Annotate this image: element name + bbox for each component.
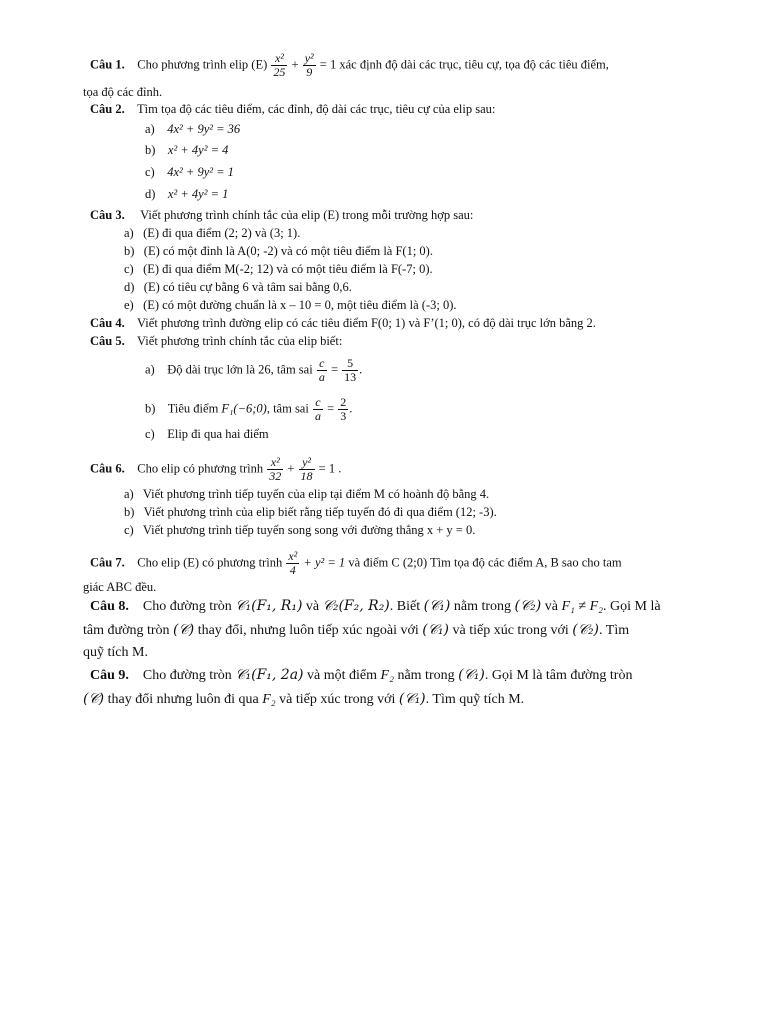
list-item	[124, 243, 433, 259]
punctuation: .	[349, 401, 353, 416]
list-item	[145, 426, 269, 442]
question-7	[90, 550, 622, 577]
question-text: thay đổi, nhưng luôn tiếp xúc ngoài với	[197, 623, 419, 638]
operator: +	[287, 461, 295, 476]
item-text: Viết phương trình của elip biết rằng tiếp tuyến đó đi qua điểm (12; -3).	[143, 505, 497, 519]
question-label: Câu 4.	[90, 316, 125, 330]
question-3	[90, 207, 473, 223]
operator: +	[291, 57, 299, 72]
question-text: và một điểm	[307, 668, 378, 683]
question-text: và điểm C (2;0) Tìm tọa độ các điểm A, B sao cho tam	[348, 555, 622, 570]
operator: =	[327, 401, 335, 416]
question-text: quỹ tích M.	[83, 645, 148, 660]
list-item	[124, 225, 300, 241]
question-label: Câu 9.	[90, 668, 129, 683]
fraction	[317, 357, 327, 384]
question-5	[90, 333, 342, 349]
circle-notation: (𝒞)	[83, 691, 105, 707]
question-text: thay đổi nhưng luôn đi qua	[107, 692, 259, 707]
question-label: Câu 3.	[90, 208, 125, 222]
numerator: x²	[271, 52, 287, 66]
question-8	[90, 598, 661, 615]
question-9-line-2	[83, 691, 524, 708]
numerator: y²	[299, 456, 315, 470]
item-marker: a)	[124, 226, 134, 240]
equation: 4x² + 9y² = 1	[167, 165, 234, 179]
numerator: c	[317, 357, 327, 371]
question-text: và tiếp xúc trong với	[452, 623, 569, 638]
item-text: (E) đi qua điểm (2; 2) và (3; 1).	[143, 226, 301, 240]
list-item	[145, 121, 240, 137]
item-text: Viết phương trình tiếp tuyến của elip tại điểm M có hoành độ bằng 4.	[142, 487, 490, 501]
circle-notation: 𝒞₁(F₁, R₁)	[235, 598, 303, 614]
item-text: (E) có một đường chuẩn là x – 10 = 0, một tiêu điểm là (-3; 0).	[143, 298, 457, 312]
question-text: Cho elip (E) có phương trình	[137, 555, 283, 570]
question-text: Tìm tọa độ các tiêu điểm, các đỉnh, độ dài các trục, tiêu cự của elip sau:	[137, 102, 496, 116]
fraction	[338, 396, 348, 423]
fraction	[342, 357, 358, 384]
question-text: Viết phương trình đường elip có các tiêu điểm F(0; 1) và F’(1; 0), có độ dài trục lớn bằng 2.	[137, 316, 596, 330]
question-2	[90, 101, 495, 117]
item-marker: d)	[145, 187, 156, 201]
denominator: 4	[289, 563, 296, 577]
item-marker: d)	[124, 280, 135, 294]
item-marker: c)	[145, 427, 155, 441]
inequality: F₁ ≠ F₂	[561, 599, 604, 614]
question-text: Viết phương trình chính tắc của elip (E) trong mỗi trường hợp sau:	[140, 208, 474, 222]
numerator: x²	[288, 549, 298, 563]
denominator: 13	[344, 370, 357, 384]
question-1-continued	[83, 84, 162, 100]
question-label: Câu 8.	[90, 599, 129, 614]
punctuation: .	[359, 362, 363, 377]
question-8-line-3	[83, 645, 148, 661]
question-8-line-2	[83, 622, 629, 639]
list-item	[124, 486, 489, 502]
circle-notation: 𝒞₁(F₁, 2a)	[235, 667, 304, 683]
item-text: Tiêu điểm	[167, 401, 219, 416]
circle-notation: (𝒞₂)	[572, 622, 600, 638]
denominator: 18	[300, 469, 313, 483]
question-label: Câu 2.	[90, 102, 125, 116]
question-4	[90, 315, 596, 331]
question-text: nằm trong	[453, 599, 512, 614]
item-marker: b)	[124, 244, 135, 258]
point: F₂	[380, 668, 394, 683]
item-marker: b)	[145, 143, 156, 157]
list-item	[124, 504, 497, 520]
denominator: 3	[340, 409, 347, 423]
question-text: . Gọi M là	[603, 599, 661, 614]
equation: x² + 4y² = 1	[167, 187, 229, 201]
denominator: 25	[273, 65, 286, 79]
denominator: 9	[306, 65, 313, 79]
numerator: x²	[267, 456, 283, 470]
question-label: Câu 1.	[90, 57, 125, 72]
question-text: giác ABC đều.	[83, 580, 157, 594]
question-text: tâm đường tròn	[83, 623, 170, 638]
question-7-continued	[83, 579, 156, 595]
fraction	[313, 396, 323, 423]
equation-rhs: = 1	[319, 57, 337, 72]
circle-notation: (𝒞₁)	[422, 622, 450, 638]
question-label: Câu 5.	[90, 334, 125, 348]
point: F₁(−6;0)	[221, 401, 267, 416]
question-text: . Gọi M là tâm đường tròn	[484, 668, 633, 683]
item-text: Độ dài trục lớn là 26, tâm sai	[167, 362, 313, 377]
point: F₂	[262, 692, 276, 707]
question-text: nằm trong	[397, 668, 455, 683]
item-text: (E) có một đỉnh là A(0; -2) và có một tiêu điểm là F(1; 0).	[143, 244, 433, 258]
fraction	[299, 456, 315, 483]
list-item	[145, 142, 228, 158]
list-item	[145, 186, 228, 202]
circle-notation: 𝒞₂(F₂, R₂)	[322, 598, 390, 614]
numerator: c	[313, 396, 323, 410]
denominator: 32	[269, 469, 282, 483]
numerator: 5	[342, 357, 358, 371]
question-text: Viết phương trình chính tắc của elip biết:	[137, 334, 343, 348]
question-text: . Tìm	[599, 623, 630, 638]
circle-notation: (𝒞₁)	[423, 598, 451, 614]
item-marker: c)	[124, 523, 134, 537]
item-marker: c)	[124, 262, 134, 276]
numerator: 2	[340, 395, 347, 409]
item-text: , tâm sai	[266, 401, 309, 416]
numerator: y²	[304, 51, 314, 65]
item-text: Elip đi qua hai điểm	[167, 427, 269, 441]
item-text: Viết phương trình tiếp tuyến song song với đường thẳng x + y = 0.	[142, 523, 476, 537]
equation-rhs: + y² = 1	[303, 555, 346, 570]
list-item	[145, 396, 352, 423]
item-marker: a)	[145, 122, 155, 136]
list-item	[145, 357, 362, 384]
equation: 4x² + 9y² = 36	[167, 122, 241, 136]
question-label: Câu 7.	[90, 555, 125, 570]
fraction	[271, 52, 287, 79]
question-text: Cho phương trình elip (E)	[137, 57, 268, 72]
circle-notation: (𝒞₁)	[398, 691, 426, 707]
question-text: và	[305, 599, 320, 614]
question-9	[90, 667, 632, 684]
item-text: (E) đi qua điểm M(-2; 12) và có một tiêu điểm là F(-7; 0).	[143, 262, 433, 276]
list-item	[124, 261, 433, 277]
list-item	[124, 522, 475, 538]
question-text: và	[544, 599, 558, 614]
denominator: a	[318, 370, 325, 384]
item-text: (E) có tiêu cự bằng 6 và tâm sai bằng 0,6.	[143, 280, 352, 294]
item-marker: c)	[145, 165, 155, 179]
equation-rhs: = 1 .	[318, 461, 342, 476]
denominator: a	[314, 409, 321, 423]
equation: x² + 4y² = 4	[167, 143, 229, 157]
item-marker: e)	[124, 298, 134, 312]
question-label: Câu 6.	[90, 461, 125, 476]
question-text: Cho đường tròn	[142, 668, 232, 683]
item-marker: b)	[145, 401, 156, 416]
fraction	[303, 52, 316, 79]
fraction	[267, 456, 283, 483]
question-text: Cho đường tròn	[142, 599, 232, 614]
circle-notation: (𝒞₁)	[458, 667, 485, 683]
circle-notation: (𝒞₂)	[514, 598, 542, 614]
question-text: xác định độ dài các trục, tiêu cự, tọa độ các tiêu điểm,	[339, 57, 609, 72]
item-marker: b)	[124, 505, 135, 519]
question-text: . Tìm quỹ tích M.	[425, 692, 525, 707]
operator: =	[330, 362, 338, 377]
item-marker: a)	[145, 362, 155, 377]
list-item	[124, 297, 457, 313]
question-1	[90, 52, 609, 79]
question-text: Cho elip có phương trình	[137, 461, 264, 476]
question-text: và tiếp xúc trong với	[279, 692, 396, 707]
list-item	[124, 279, 352, 295]
list-item	[145, 164, 234, 180]
question-text: tọa độ các đỉnh.	[83, 85, 163, 99]
item-marker: a)	[124, 487, 134, 501]
fraction	[286, 550, 299, 577]
question-6	[90, 456, 341, 483]
question-text: . Biết	[389, 599, 421, 614]
circle-notation: (𝒞)	[173, 622, 195, 638]
